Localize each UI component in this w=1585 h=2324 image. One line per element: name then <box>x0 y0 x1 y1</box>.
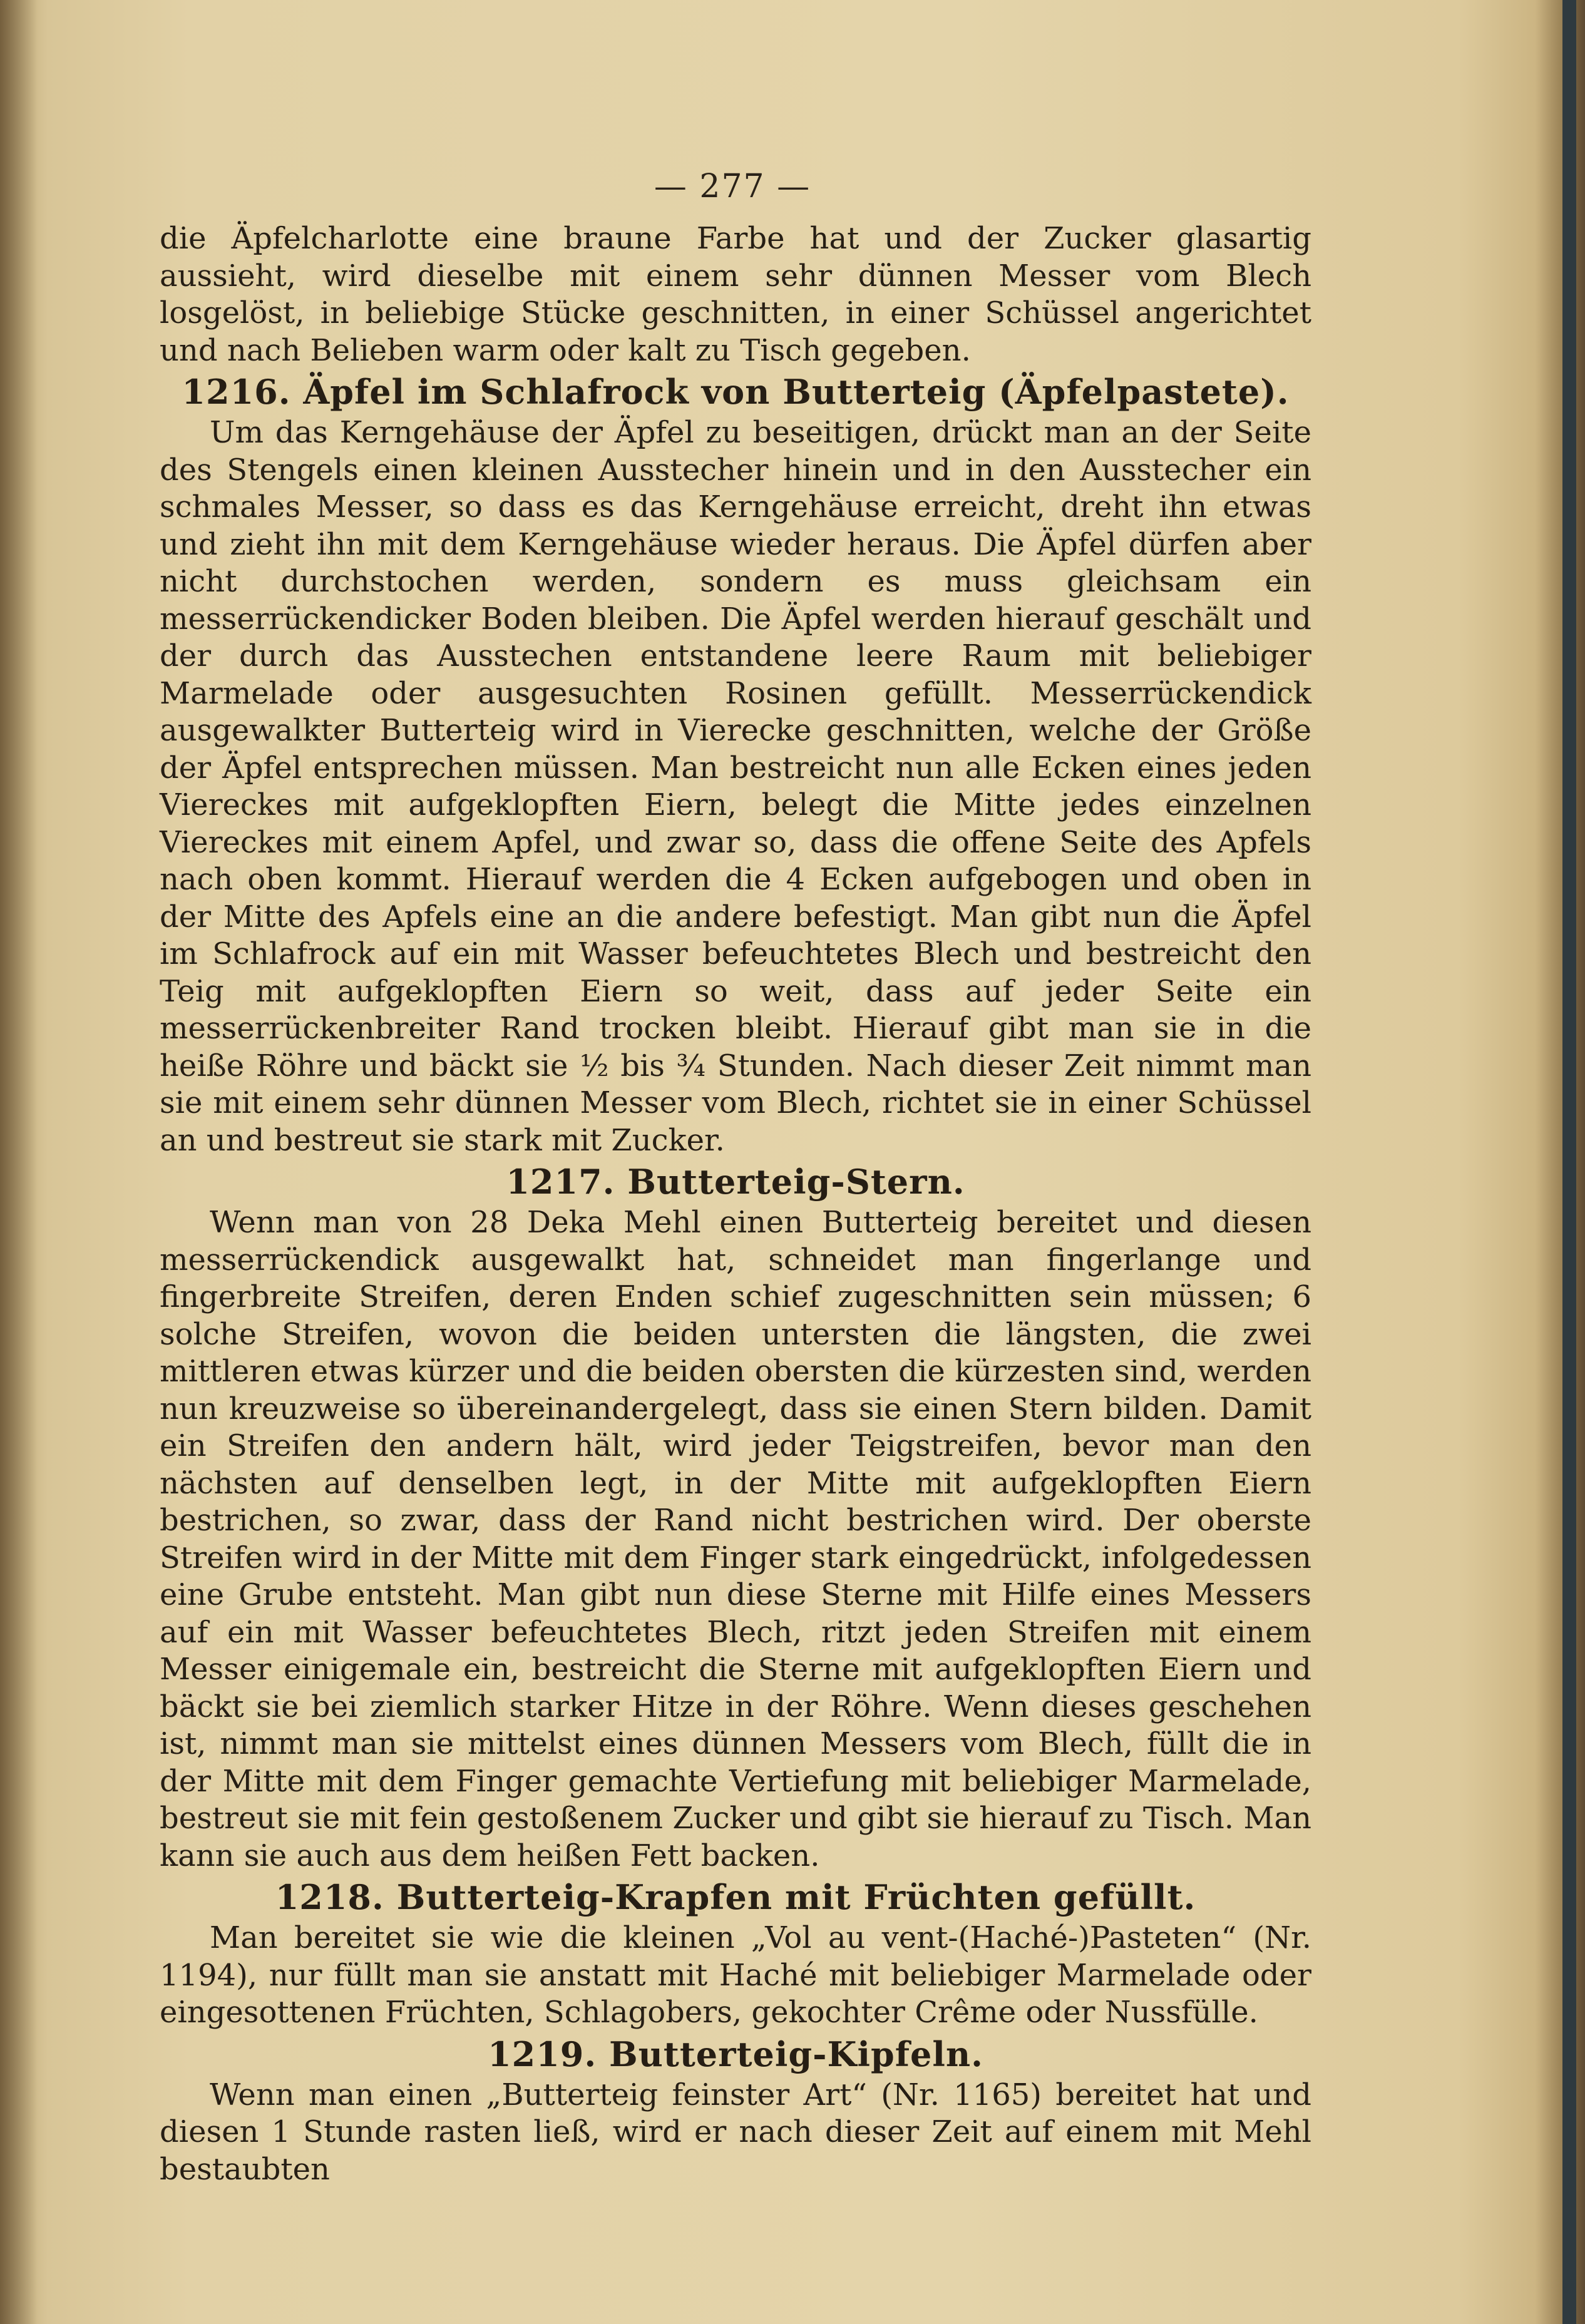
recipe-1217-body: Wenn man von 28 Deka Mehl einen Butterteig bereitet und diesen messerrückendick ausgewalkt hat, schneidet man fingerlange und fingerbreite Streifen, deren Enden schief zugeschnitten sein müssen; 6 solche Streifen, wovon die beiden untersten die längsten, die zwei mittleren etwas kürzer und die beiden obersten die kürzesten sind, werden nun kreuzweise so übereinandergelegt, dass sie einen Stern bilden. Damit ein Streifen den andern hält, wird jeder Teigstreifen, bevor man den nächsten auf denselben legt, in der Mitte mit aufgeklopften Eiern bestrichen, so zwar, dass der Rand nicht bestrichen wird. Der oberste Streifen wird in der Mitte mit dem Finger stark eingedrückt, infolgedessen eine Grube entsteht. Man gibt nun diese Sterne mit Hilfe eines Messers auf ein mit Wasser befeuchtetes Blech, ritzt jeden Streifen mit einem Messer einigemale ein, bestreicht die Sterne mit aufgeklopften Eiern und bäckt sie bei ziemlich starker Hitze in der Röhre. Wenn dieses geschehen ist, nimmt man sie mittelst eines dünnen Messers vom Blech, füllt die in der Mitte mit dem Finger gemachte Vertiefung mit beliebiger Marmelade, bestreut sie mit fein gestoßenem Zucker und gibt sie hierauf zu Tisch. Man kann sie auch aus dem heißen Fett backen. <box>160 1205 1311 1873</box>
intro-paragraph: die Äpfelcharlotte eine braune Farbe hat und der Zucker glasartig aussieht, wird dieselbe mit einem sehr dünnen Messer vom Blech losgelöst, in beliebige Stücke geschnitten, in einer Schüssel angerichtet und nach Belieben warm oder kalt zu Tisch gegeben. <box>160 221 1311 368</box>
gutter-shadow <box>0 0 38 2324</box>
page-edge <box>1535 0 1585 2324</box>
recipe-1218-heading: 1218. Butterteig-Krapfen mit Früchten gefüllt. <box>275 1877 1196 1917</box>
recipe-1218-body: Man bereitet sie wie die kleinen „Vol au vent-(Haché-)Pasteten“ (Nr. 1194), nur füllt man sie anstatt mit Haché mit beliebiger Marmelade oder eingesottenen Früchten, Schlagobers, gekochter Crême oder Nussfülle. <box>160 1920 1311 2030</box>
recipe-1219-body: Wenn man einen „Butterteig feinster Art“ (Nr. 1165) bereitet hat und diesen 1 Stunde rasten ließ, wird er nach dieser Zeit auf einem mit Mehl bestaubten <box>160 2077 1311 2187</box>
page-text <box>160 220 1311 2188</box>
recipe-1216-heading: 1216. Äpfel im Schlafrock von Butterteig (Äpfelpastete). <box>182 372 1290 412</box>
book-cover-edge <box>1562 0 1576 2324</box>
recipe-1219-heading: 1219. Butterteig-Kipfeln. <box>488 2034 983 2074</box>
page-number: — 277 — <box>654 168 811 205</box>
recipe-1216-body: Um das Kerngehäuse der Äpfel zu beseitigen, drückt man an der Seite des Stengels einen kleinen Ausstecher hinein und in den Ausstecher ein schmales Messer, so dass es das Kerngehäuse erreicht, dreht ihn etwas und zieht ihn mit dem Kerngehäuse wieder heraus. Die Äpfel dürfen aber nicht durchstochen werden, sondern es muss gleichsam ein messerrückendicker Boden bleiben. Die Äpfel werden hierauf geschält und der durch das Ausstechen entstandene leere Raum mit beliebiger Marmelade oder ausgesuchten Rosinen gefüllt. Messerrückendick ausgewalkter Butterteig wird in Vierecke geschnitten, welche der Größe der Äpfel entsprechen müssen. Man bestreicht nun alle Ecken eines jeden Viereckes mit aufgeklopften Eiern, belegt die Mitte jedes einzelnen Viereckes mit einem Apfel, und zwar so, dass die offene Seite des Apfels nach oben kommt. Hierauf werden die 4 Ecken aufgebogen und oben in der Mitte des Apfels eine an die andere befestigt. Man gibt nun die Äpfel im Schlafrock auf ein mit Wasser befeuchtetes Blech und bestreicht den Teig mit aufgeklopften Eiern so weit, dass auf jeder Seite ein messerrückenbreiter Rand trocken bleibt. Hierauf gibt man sie in die heiße Röhre und bäckt sie ½ bis ¾ Stunden. Nach dieser Zeit nimmt man sie mit einem sehr dünnen Messer vom Blech, richtet sie in einer Schüssel an und bestreut sie stark mit Zucker. <box>160 415 1311 1158</box>
recipe-1217-heading: 1217. Butterteig-Stern. <box>506 1162 965 1202</box>
